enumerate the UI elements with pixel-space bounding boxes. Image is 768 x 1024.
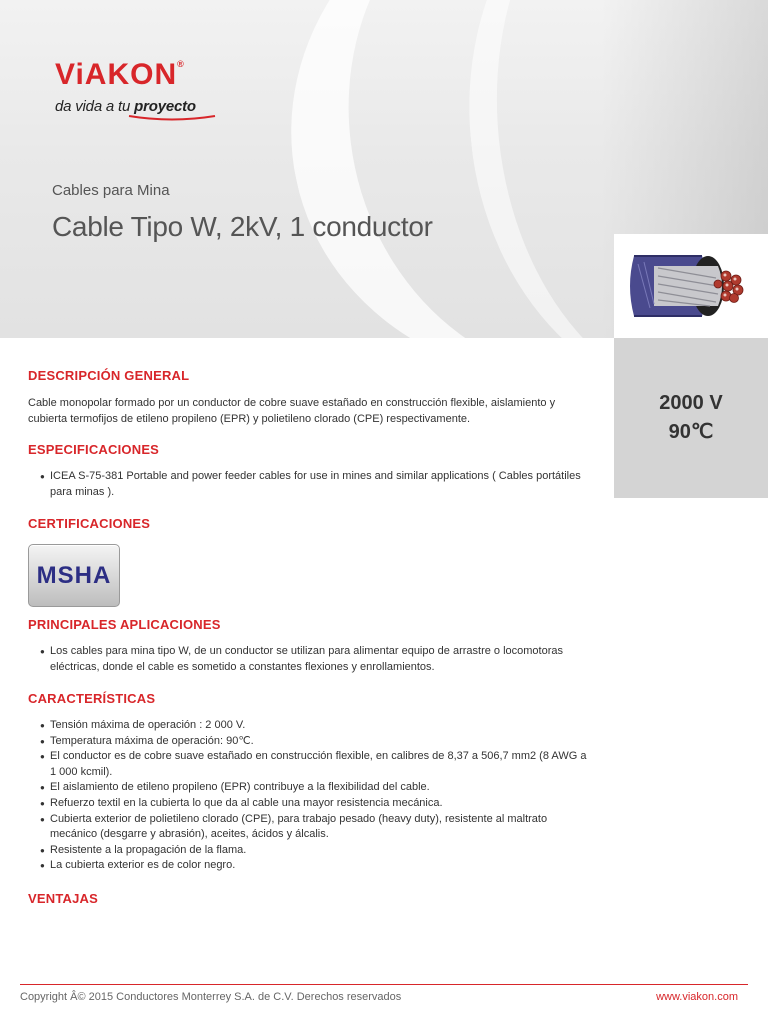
list-item: ● Temperatura máxima de operación: 90℃. [28, 734, 588, 750]
section-title-descripcion: DESCRIPCIÓN GENERAL [28, 368, 190, 383]
copyright-notice: Copyright Â© 2015 Conductores Monterrey S.A. de C.V. Derechos reservados [20, 991, 402, 1003]
list-item: ● Refuerzo textil en la cubierta lo que da al cable una mayor resistencia mecánica. [28, 796, 588, 812]
especificaciones-list [28, 469, 588, 500]
logo-wordmark: ViAKON [55, 58, 178, 91]
section-title-aplicaciones: PRINCIPALES APLICACIONES [28, 617, 221, 632]
list-item: ● El conductor es de cobre suave estañado en construcción flexible, en calibres de 8,37 a 506,7 mm2 (8 AWG a 1 000 kcmil). [28, 749, 588, 780]
viakon-logo[interactable] [55, 60, 196, 115]
tagline-swoosh-icon [127, 114, 217, 122]
section-title-caracteristicas: CARACTERÍSTICAS [28, 691, 156, 706]
list-item: ● Cubierta exterior de polietileno clorado (CPE), para trabajo pesado (heavy duty), resistente al maltrato mecánico (desgarre y abrasión), aceites, ácidos y álcalis. [28, 812, 588, 843]
cable-photo [614, 234, 768, 338]
website-link[interactable]: www.viakon.com [656, 991, 738, 1003]
section-title-ventajas: VENTAJAS [28, 891, 98, 906]
list-item: ● Los cables para mina tipo W, de un conductor se utilizan para alimentar equipo de arrastre o locomotoras eléctricas, donde el cable es sometido a constantes flexiones y enrollamientos. [28, 644, 588, 675]
registered-mark: ® [177, 59, 185, 69]
cable-cross-section-icon [614, 234, 768, 338]
voltage-rating: 2000 V [659, 392, 723, 414]
temperature-rating: 90℃ [668, 421, 714, 443]
list-item: ● ICEA S-75-381 Portable and power feeder cables for use in mines and similar applications ( Cables portátiles para minas ). [28, 469, 588, 500]
section-title-especificaciones: ESPECIFICACIONES [28, 442, 160, 457]
section-title-certificaciones: CERTIFICACIONES [28, 516, 151, 531]
msha-certification-badge: MSHA [28, 544, 120, 607]
descripcion-text: Cable monopolar formado por un conductor de cobre suave estañado en construcción flexible, aislamiento y cubierta termofijos de etileno propileno (EPR) y polietileno clorado (CPE) respectivamente. [28, 397, 556, 425]
list-item: ● La cubierta exterior es de color negro. [28, 858, 588, 874]
aplicaciones-list [28, 644, 588, 675]
logo-tagline: da vida a tu proyecto [55, 98, 196, 115]
list-item: ● Resistente a la propagación de la flama. [28, 843, 588, 859]
spec-panel [614, 338, 768, 498]
list-item: ● Tensión máxima de operación : 2 000 V. [28, 718, 588, 734]
caracteristicas-list [28, 718, 588, 874]
list-item: ● El aislamiento de etileno propileno (EPR) contribuye a la flexibilidad del cable. [28, 780, 588, 796]
footer-divider [20, 984, 748, 985]
product-category: Cables para Mina [52, 182, 170, 199]
page-title: Cable Tipo W, 2kV, 1 conductor [52, 211, 433, 242]
